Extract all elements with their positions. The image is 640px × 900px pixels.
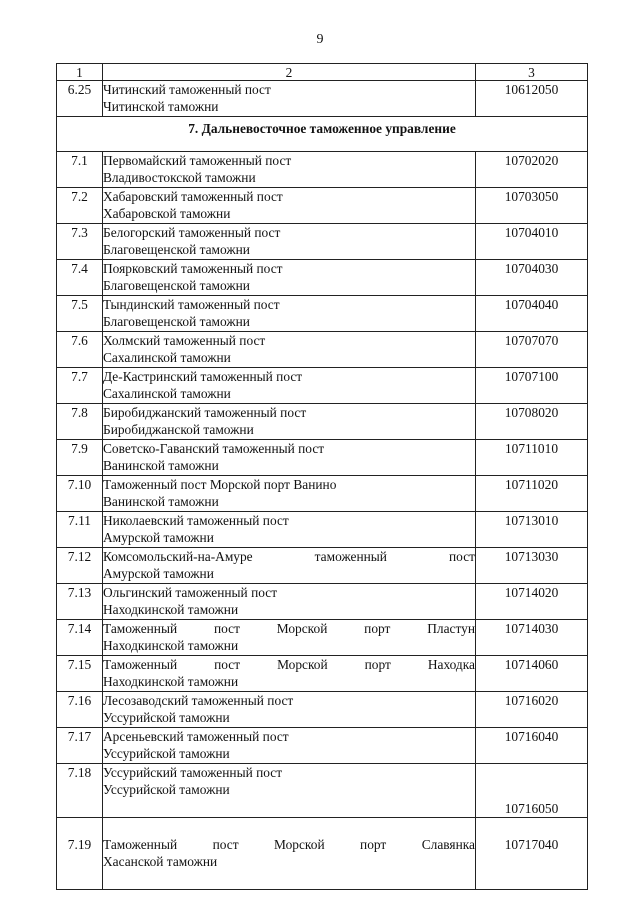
table-row [57,692,588,728]
post-code: 10703050 [476,188,588,224]
post-name: Холмский таможенный пост [103,333,266,348]
customs-name: Амурской таможни [103,530,214,545]
post-code: 10713030 [476,548,588,584]
customs-name: Находкинской таможни [103,602,239,617]
customs-name: Ванинской таможни [103,458,219,473]
table-row [57,620,588,656]
row-number: 7.12 [57,548,103,584]
table-body [57,64,588,890]
row-number: 7.9 [57,440,103,476]
column-header-1: 1 [57,64,103,81]
post-name: Таможенный пост Морской порт Пластун [103,621,475,636]
row-number: 7.13 [57,584,103,620]
post-code: 10713010 [476,512,588,548]
post-code: 10704030 [476,260,588,296]
post-name: Белогорский таможенный пост [103,225,281,240]
row-number: 7.16 [57,692,103,728]
post-name: Таможенный пост Морской порт Славянка [103,837,475,852]
post-name-cell [103,224,476,260]
row-number: 7.7 [57,368,103,404]
table-row [57,368,588,404]
row-number: 7.4 [57,260,103,296]
post-name: Комсомольский-на-Амуре таможенный пост [103,549,475,564]
post-code: 10708020 [476,404,588,440]
post-name-cell [103,476,476,512]
row-number: 7.14 [57,620,103,656]
post-name-cell [103,548,476,584]
row-number: 7.2 [57,188,103,224]
customs-name: Хасанской таможни [103,854,218,869]
post-name-cell [103,656,476,692]
post-name: Ольгинский таможенный пост [103,585,278,600]
post-code: 10702020 [476,152,588,188]
row-number: 7.5 [57,296,103,332]
post-name-cell [103,584,476,620]
post-code: 10707070 [476,332,588,368]
table-row [57,764,588,818]
table-row [57,404,588,440]
post-code: 10707100 [476,368,588,404]
row-number: 7.19 [57,818,103,890]
customs-name: Ванинской таможни [103,494,219,509]
table-row [57,440,588,476]
post-code: 10704010 [476,224,588,260]
table-row [57,728,588,764]
customs-name: Владивостокской таможни [103,170,256,185]
customs-name: Уссурийской таможни [103,710,230,725]
row-number: 7.8 [57,404,103,440]
post-name: Уссурийский таможенный пост [103,765,283,780]
row-number: 7.1 [57,152,103,188]
table-row [57,152,588,188]
post-name: Первомайский таможенный пост [103,153,292,168]
post-name: Биробиджанский таможенный пост [103,405,307,420]
post-name: Арсеньевский таможенный пост [103,729,289,744]
row-number: 7.18 [57,764,103,818]
post-name: Читинский таможенный пост [103,82,271,97]
post-code: 10717040 [476,818,588,890]
row-number: 7.10 [57,476,103,512]
table-header-row [57,64,588,81]
post-code: 10711020 [476,476,588,512]
post-name-cell [103,404,476,440]
column-header-2: 2 [103,64,476,81]
customs-name: Читинской таможни [103,99,219,114]
customs-name: Амурской таможни [103,566,214,581]
post-name-cell [103,440,476,476]
post-code: 10716020 [476,692,588,728]
post-code: 10714030 [476,620,588,656]
table-row [57,260,588,296]
post-code: 10704040 [476,296,588,332]
customs-name: Уссурийской таможни [103,782,230,797]
table-row [57,224,588,260]
post-name-cell [103,818,476,890]
table-row [57,296,588,332]
post-name: Де-Кастринский таможенный пост [103,369,303,384]
post-code: 10714060 [476,656,588,692]
customs-name: Благовещенской таможни [103,314,250,329]
customs-name: Хабаровской таможни [103,206,231,221]
table-row [57,81,588,117]
row-number: 7.17 [57,728,103,764]
table-row [57,548,588,584]
post-name: Хабаровский таможенный пост [103,189,283,204]
post-code: 10612050 [476,81,588,117]
customs-name: Уссурийской таможни [103,746,230,761]
customs-name: Находкинской таможни [103,674,239,689]
customs-posts-table [56,63,588,890]
table-row [57,512,588,548]
post-name-cell [103,81,476,117]
post-name: Тындинский таможенный пост [103,297,280,312]
column-header-3: 3 [476,64,588,81]
post-name-cell [103,152,476,188]
post-code: 10714020 [476,584,588,620]
post-name-cell [103,620,476,656]
row-number: 7.6 [57,332,103,368]
post-code: 10716040 [476,728,588,764]
post-name-cell [103,512,476,548]
post-name: Советско-Гаванский таможенный пост [103,441,325,456]
post-name-cell [103,764,476,818]
section-row [57,117,588,152]
customs-name: Сахалинской таможни [103,350,231,365]
row-number: 7.15 [57,656,103,692]
post-name: Поярковский таможенный пост [103,261,283,276]
section-title: 7. Дальневосточное таможенное управление [57,117,588,152]
table-row [57,818,588,890]
row-number: 7.3 [57,224,103,260]
table-row [57,476,588,512]
post-name-cell [103,296,476,332]
post-name: Лесозаводский таможенный пост [103,693,294,708]
post-name: Николаевский таможенный пост [103,513,289,528]
row-number: 7.11 [57,512,103,548]
post-name-cell [103,188,476,224]
post-code: 10716050 [476,764,588,818]
customs-name: Благовещенской таможни [103,278,250,293]
post-code: 10711010 [476,440,588,476]
table-row [57,332,588,368]
post-name-cell [103,692,476,728]
table-row [57,584,588,620]
customs-name: Находкинской таможни [103,638,239,653]
post-name-cell [103,332,476,368]
post-name-cell [103,368,476,404]
table-row [57,656,588,692]
post-name: Таможенный пост Морской порт Ванино [103,477,337,492]
customs-name: Сахалинской таможни [103,386,231,401]
post-name: Таможенный пост Морской порт Находка [103,657,475,672]
table-row [57,188,588,224]
row-number: 6.25 [57,81,103,117]
post-name-cell [103,260,476,296]
post-name-cell [103,728,476,764]
customs-name: Биробиджанской таможни [103,422,254,437]
page-number: 9 [316,32,324,47]
customs-name: Благовещенской таможни [103,242,250,257]
